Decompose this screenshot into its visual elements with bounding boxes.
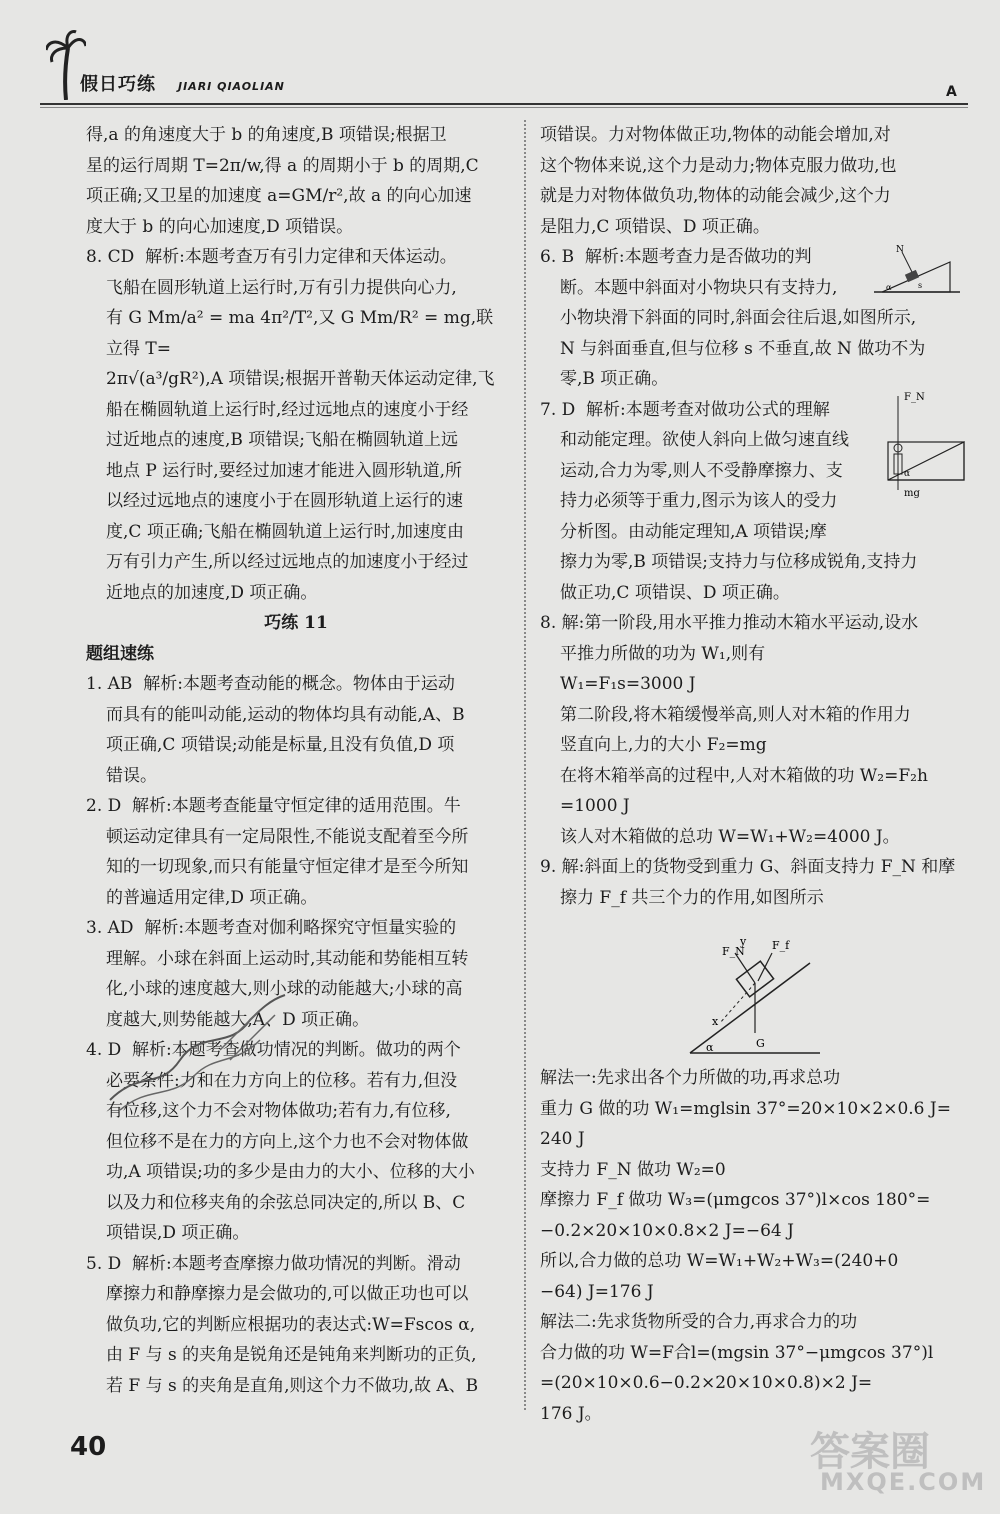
text-line: 由 F 与 s 的夹角是锐角还是钝角来判断功的正负, (106, 1345, 477, 1365)
text-line: 得,a 的角速度大于 b 的角速度,B 项错误;根据卫 (86, 125, 447, 145)
y-axis-label: y (740, 935, 747, 948)
answer-4-line: 4. D 解析:本题考查做功情况的判断。做功的两个 (86, 1040, 461, 1060)
text-line: 擦力 F_f 共三个力的作用,如图所示 (560, 887, 824, 908)
figure-incline-force-diagram (540, 913, 970, 1063)
equation-line: 合力做的功 W=F合l=(mgsin 37°−μmgcos 37°)l (540, 1342, 934, 1363)
equation-line: −0.2×20×10×0.8×2 J=−64 J (540, 1220, 794, 1241)
answer-2-line: 2. D 解析:本题考查能量守恒定律的适用范围。牛 (86, 796, 461, 816)
text-line: 摩擦力和静摩擦力是会做功的,可以做正功也可以 (106, 1284, 469, 1304)
fn-label: F_N (722, 945, 745, 958)
text-line: 以经过远地点的速度小于在圆形轨道上运行的速 (106, 491, 463, 511)
text-line: 的普遍适用定律,D 项正确。 (106, 887, 318, 908)
text-line: 零,B 项正确。 (560, 369, 669, 389)
s-label: s (918, 281, 923, 290)
text-line: 过近地点的速度,B 项错误;飞船在椭圆轨道上远 (106, 430, 459, 450)
text-line: 做负功,它的判断应根据功的表达式:W=Fscos α, (106, 1314, 476, 1335)
method-line: 解法二:先求货物所受的合力,再求合力的功 (540, 1312, 858, 1332)
x-axis-label: x (712, 1015, 719, 1028)
text-line: 就是力对物体做负功,物体的动能会减少,这个力 (540, 186, 891, 206)
n-label: N (896, 245, 904, 255)
answer-3-line: 3. AD 解析:本题考查对伽利略探究守恒量实验的 (86, 918, 457, 938)
text-line: 运动,合力为零,则人不受静摩擦力、支 (560, 460, 843, 481)
pencil-scribble-icon (100, 990, 300, 1120)
text-line: 若 F 与 s 的夹角是直角,则这个力不做功,故 A、B (106, 1375, 479, 1396)
ff-label: F_f (772, 939, 790, 952)
section-title: 巧练 11 (264, 613, 328, 633)
equation-line: 支持力 F_N 做功 W₂=0 (540, 1159, 726, 1180)
text-line: 做正功,C 项错误、D 项正确。 (560, 582, 790, 603)
answer-8-line: 8. 解:第一阶段,用水平推力推动木箱水平运动,设水 (540, 613, 919, 633)
text-line: 以及力和位移夹角的余弦总同决定的,所以 B、C (106, 1192, 466, 1213)
text-line: 度,C 项正确;飞船在椭圆轨道上运行时,加速度由 (106, 521, 464, 542)
text-line: 持力必须等于重力,图示为该人的受力 (560, 491, 838, 511)
text-line: 该人对木箱做的总功 W=W₁+W₂=4000 J。 (560, 826, 900, 847)
text-line: 和动能定理。欲使人斜向上做匀速直线 (560, 430, 849, 450)
watermark-url: MXQE.COM (820, 1468, 987, 1496)
text-line: 近地点的加速度,D 项正确。 (106, 582, 318, 603)
text-line: 但位移不是在力的方向上,这个力也不会对物体做 (106, 1131, 469, 1152)
equation-line: 摩擦力 F_f 做功 W₃=(μmgcos 37°)l×cos 180°= (540, 1190, 931, 1210)
incline-force-diagram-svg (540, 913, 970, 1063)
text-line: 度大于 b 的向心加速度,D 项错误。 (86, 216, 354, 237)
text-line: 是阻力,C 项错误、D 项正确。 (540, 216, 770, 237)
answer-1-line: 1. AB 解析:本题考查动能的概念。物体由于运动 (86, 674, 455, 694)
text-line: 必要条件:力和在力方向上的位移。若有力,但没 (106, 1070, 458, 1091)
text-line: 有 G Mm/a² = ma 4π²/T²,又 G Mm/R² = mg,联立得 T= (106, 308, 494, 359)
page-header (0, 0, 1000, 110)
right-column (540, 120, 970, 1429)
answer-9-line: 9. 解:斜面上的货物受到重力 G、斜面支持力 F_N 和摩 (540, 857, 956, 877)
page-number: 40 (70, 1432, 107, 1462)
text-line: 这个物体来说,这个力是动力;物体克服力做功,也 (540, 155, 897, 176)
equation-line: W₁=F₁s=3000 J (560, 674, 696, 694)
g-label: G (756, 1037, 765, 1050)
text-line: 项错误。力对物体做正功,物体的动能会增加,对 (540, 125, 891, 145)
text-line: 化,小球的速度越大,则小球的动能越大;小球的高 (106, 979, 463, 999)
text-line: 知的一切现象,而只有能量守恒定律才是至今所知 (106, 857, 469, 877)
text-line: 错误。 (106, 765, 157, 786)
text-line: 飞船在圆形轨道上运行时,万有引力提供向心力, (106, 277, 457, 298)
text-line: 项正确,C 项错误;动能是标量,且没有负值,D 项 (106, 735, 455, 755)
equation-line: 176 J。 (540, 1403, 602, 1424)
answer-7-line: 7. D 解析:本题考查对做功公式的理解 (540, 399, 830, 420)
equation-line: 240 J (540, 1129, 585, 1149)
text-line: 地点 P 运行时,要经过加速才能进入圆形轨道,所 (106, 460, 463, 481)
figure-incline-q6 (872, 244, 962, 296)
text-line: 功,A 项错误;功的多少是由力的大小、位移的大小 (106, 1162, 475, 1182)
answer-6-line: 6. B 解析:本题考查力是否做功的判 (540, 247, 812, 267)
text-line: 星的运行周期 T=2π/w,得 a 的周期小于 b 的周期,C (86, 155, 479, 176)
header-rule-thin (40, 107, 968, 108)
text-line: 船在椭圆轨道上运行时,经过远地点的速度小于经 (106, 399, 469, 420)
text-line: N 与斜面垂直,但与位移 s 不垂直,故 N 做功不为 (560, 338, 926, 359)
text-line: 度越大,则势能越大,A、D 项正确。 (106, 1009, 370, 1030)
left-column (86, 120, 506, 1401)
answer-8-line: 8. CD 解析:本题考查万有引力定律和天体运动。 (86, 247, 457, 267)
answer-5-line: 5. D 解析:本题考查摩擦力做功情况的判断。滑动 (86, 1253, 461, 1274)
header-rule (40, 103, 968, 105)
text-line: 2π√(a³/gR²),A 项错误;根据开普勒天体运动定律,飞 (106, 369, 495, 389)
alpha-label: α (886, 283, 892, 292)
equation-line: 重力 G 做的功 W₁=mglsin 37°=20×10×2×0.6 J= (540, 1098, 951, 1119)
mg-label: mg (904, 488, 920, 499)
text-line: 万有引力产生,所以经过远地点的加速度小于经过 (106, 552, 469, 572)
text-line: 有位移,这个力不会对物体做功;若有力,有位移, (106, 1101, 451, 1121)
figure-person-incline-q7 (884, 390, 968, 500)
series-logo-latin: JIARI QIAOLIAN (178, 80, 285, 93)
text-line: 断。本题中斜面对小物块只有支持力, (560, 277, 838, 298)
fn-label: F_N (904, 392, 925, 403)
text-line: 在将木箱举高的过程中,人对木箱做的功 W₂=F₂h (560, 765, 928, 786)
text-line: 擦力为零,B 项错误;支持力与位移成锐角,支持力 (560, 552, 918, 572)
text-line: 小物块滑下斜面的同时,斜面会往后退,如图所示, (560, 308, 917, 328)
text-line: 项错误,D 项正确。 (106, 1223, 250, 1243)
subsection-title: 题组速练 (86, 643, 154, 664)
text-line: 竖直向上,力的大小 F₂=mg (560, 735, 767, 755)
equation-line: =1000 J (560, 796, 630, 816)
method-line: 解法一:先求出各个力所做的功,再求总功 (540, 1068, 841, 1088)
equation-line: =(20×10×0.6−0.2×20×10×0.8)×2 J= (540, 1373, 873, 1393)
text-line: 理解。小球在斜面上运动时,其动能和势能相互转 (106, 948, 469, 969)
text-line: 项正确;又卫星的加速度 a=GM/r²,故 a 的向心加速 (86, 186, 472, 206)
series-logo-text: 假日巧练 (80, 74, 156, 95)
text-line: 顿运动定律具有一定局限性,不能说支配着至今所 (106, 826, 469, 847)
text-line: 平推力所做的功为 W₁,则有 (560, 643, 766, 664)
equation-line: 所以,合力做的总功 W=W₁+W₂+W₃=(240+0 (540, 1251, 899, 1271)
equation-line: −64) J=176 J (540, 1281, 654, 1302)
version-label: A (946, 84, 957, 100)
column-divider (524, 120, 526, 1410)
text-line: 而具有的能叫动能,运动的物体均具有动能,A、B (106, 704, 465, 725)
alpha-label: α (706, 1041, 714, 1054)
text-line: 第二阶段,将木箱缓慢举高,则人对木箱的作用力 (560, 704, 911, 725)
watermark-logo: 答案圈 (810, 1429, 930, 1475)
alpha-label: α (904, 469, 911, 479)
text-line: 分析图。由动能定理知,A 项错误;摩 (560, 521, 827, 542)
